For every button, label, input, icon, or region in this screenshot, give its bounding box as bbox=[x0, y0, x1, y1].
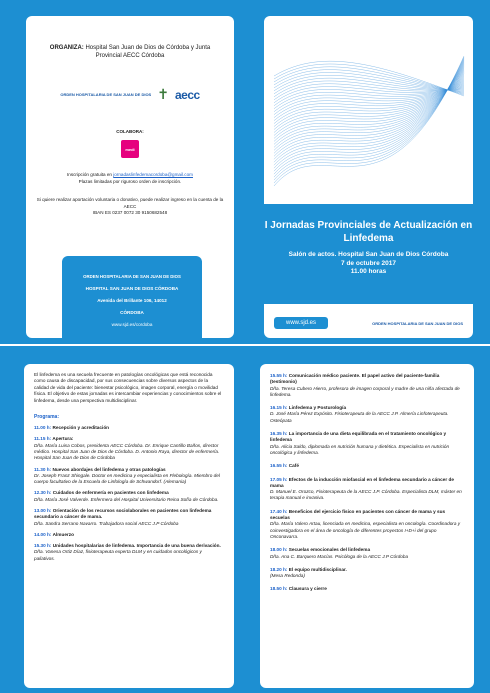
program-topic: Clausura y cierre bbox=[288, 586, 327, 592]
program-topic: El equipo multidisciplinar. bbox=[288, 566, 347, 572]
program-topic: Efectos de la inducción miofascial en el linfedema secundario a cáncer de mama bbox=[270, 476, 454, 488]
program-item bbox=[34, 532, 224, 538]
program-time: 14.00 h: bbox=[34, 531, 53, 537]
program-panel bbox=[260, 364, 474, 688]
inscription-email-link[interactable]: jornadaslinfedemacordoba@gmail.com bbox=[113, 172, 193, 177]
intro-panel bbox=[24, 364, 234, 688]
program-speakers: Dña. María Valero Artau, licenciada en medicina, especialista en oncología. Coordinadora y coinvestigadora en el área de oncología de diferentes proyectos I+D+i del grupo Onconavarra. bbox=[270, 521, 461, 539]
inscription-info bbox=[26, 172, 234, 185]
program-topic: Unidades hospitalarias de linfedema. Importancia de una buena derivación. bbox=[52, 543, 221, 549]
donation-info bbox=[26, 197, 234, 217]
program-speakers: D. José María Pérez Expósito. Fisioterapeuta de la AECC J.P. Almería Linfoterapeuta. Osteópata bbox=[270, 411, 449, 423]
logos-row bbox=[26, 86, 234, 103]
intro-paragraph: El linfedema es una secuela frecuente en patologías oncológicas que está reconocida como causa de discapacidad, por sus consecuencias sobre diversos aspectos de la calidad de vida del paciente: bienestar psicológico, imagen corporal, energía o movilidad física. El objetivo de estas jornadas es intercambiar experiencias y conocimientos sobre el linfedema, desde una perspectiva multidisciplinar. bbox=[34, 372, 222, 403]
program-item bbox=[270, 509, 464, 540]
program-item bbox=[34, 508, 224, 527]
program-item bbox=[34, 425, 224, 431]
address-order: ORDEN HOSPITALARIA DE SAN JUAN DE DIOS bbox=[83, 274, 181, 279]
aecc-logo: aecc bbox=[174, 87, 200, 102]
ojd-logo-text: ORDEN HOSPITALARIA DE SAN JUAN DE DIOS bbox=[60, 92, 152, 97]
program-item bbox=[270, 477, 464, 502]
program-time: 15.55 h: bbox=[270, 373, 289, 378]
program-speakers: (Mesa Redonda) bbox=[270, 573, 305, 579]
address-hospital: HOSPITAL SAN JUAN DE DIOS CÓRDOBA bbox=[85, 286, 179, 291]
program-topic: Café bbox=[288, 463, 299, 469]
cover-logo bbox=[372, 321, 463, 326]
cover-panel bbox=[264, 16, 473, 338]
program-speakers: D. Manuel E. Orozco, Fisioterapeuta de la AECC J.P. Córdoba. Especialista DLM, máster en terapia manual e invasiva. bbox=[270, 489, 462, 501]
places-note: Plazas limitadas por riguroso orden de inscripción. bbox=[78, 178, 182, 184]
program-time: 16.35 h: bbox=[270, 431, 289, 437]
program-item bbox=[34, 490, 224, 503]
program-topic: Orientación de los recursos sociolaborales en pacientes con linfedema secundario a cáncer de mama. bbox=[34, 508, 212, 520]
program-list-right bbox=[260, 373, 474, 593]
program-item bbox=[270, 431, 464, 456]
cover-banner bbox=[264, 204, 473, 304]
program-time: 13.00 h: bbox=[34, 508, 53, 513]
colabora-label: COLABORA: bbox=[116, 129, 144, 134]
program-topic: Beneficios del ejercicio físico en pacientes con cáncer de mama y sus secuelas bbox=[270, 508, 446, 521]
program-speakers: Dña. Vanesa Ortiz Díaz, fisioterapeuta experta DLM y en cuidados oncológicos y paliativos. bbox=[34, 549, 202, 561]
address-city: CÓRDOBA bbox=[120, 310, 144, 315]
organizer-label: ORGANIZA: bbox=[49, 45, 84, 51]
program-item bbox=[270, 567, 464, 580]
cover-venue: Salón de actos. Hospital San Juan de Dios Córdoba bbox=[288, 251, 449, 258]
address-box bbox=[62, 256, 202, 338]
cover-time: 11.00 horas bbox=[350, 268, 387, 275]
iban-text: IBAN ES 0237 0072 30 9150682548 bbox=[92, 210, 168, 215]
program-time: 17.40 h: bbox=[270, 508, 289, 514]
program-topic: La importancia de una dieta equilibrada en el tratamiento oncológico y linfedema bbox=[270, 431, 447, 443]
program-time: 16.15 h: bbox=[270, 405, 289, 411]
program-item bbox=[270, 405, 464, 424]
program-topic: Linfedema y Posturología bbox=[288, 405, 347, 411]
program-time: 18.00 h: bbox=[270, 547, 289, 553]
program-topic: Almuerzo bbox=[52, 531, 74, 537]
program-title: Programa: bbox=[34, 414, 60, 421]
cross-icon: ✝ bbox=[157, 86, 169, 102]
program-speakers: Dña. Teresa Cubero Hierro, profesora de imagen corporal y madre de una niña afectada de linfedema. bbox=[270, 385, 460, 397]
program-item bbox=[270, 547, 464, 560]
program-topic: Comunicación médico paciente. El papel activo del paciente-familia (testimonio) bbox=[270, 373, 440, 385]
program-item bbox=[270, 373, 464, 398]
program-speakers: Dña. Alicia Saldo, diplomada en nutrición humana y dietética. Especialista en nutrición oncológica y linfedema. bbox=[270, 443, 450, 455]
organizer-panel bbox=[26, 16, 234, 338]
address-street: Avenida del Brillante 106, 14012 bbox=[97, 298, 167, 303]
cover-logo-text: ORDEN HOSPITALARIA DE SAN JUAN DE DIOS bbox=[372, 320, 463, 326]
program-time: 16.55 h: bbox=[270, 463, 289, 469]
cover-date: 7 de octubre 2017 bbox=[341, 259, 396, 267]
program-topic: Apertura: bbox=[52, 436, 74, 442]
wave-line bbox=[274, 81, 464, 97]
wave-line bbox=[274, 59, 464, 177]
wave-line bbox=[274, 65, 464, 163]
program-speakers: Dña. María José Valverde. Enfermera del Hospital Universitario Reina Sofía de Córdoba. bbox=[34, 496, 219, 502]
program-time: 15.30 h: bbox=[34, 543, 53, 549]
program-topic: Cuidados de enfermería en pacientes con linfedema bbox=[52, 490, 169, 496]
program-time: 11.30 h: bbox=[34, 466, 53, 472]
program-speakers: Dña. Sandra Serrano Navarro. Trabajadora social AECC J.P Córdoba bbox=[34, 520, 179, 526]
sponsor-logo: medi bbox=[121, 140, 139, 158]
cover-footer bbox=[264, 308, 473, 338]
wave-line bbox=[274, 75, 464, 91]
program-time: 17.05 h: bbox=[270, 476, 289, 482]
ojd-logo bbox=[60, 92, 151, 97]
program-speakers: Dr. Joseph Franz Shingale. Doctor en medicina y especialista en Flebología. Miembro del cuerpo facultativo de la Escuela de Linfología de Schwandorf. (Alemania) bbox=[34, 472, 220, 485]
inscription-prefix: Inscripción gratuita en bbox=[67, 172, 112, 177]
program-time: 18.20 h: bbox=[270, 566, 289, 572]
program-topic: Nuevos abordajes del linfedema y otras patologías bbox=[52, 466, 166, 472]
program-topic: Secuelas emocionales del linfedema bbox=[288, 547, 371, 553]
program-item bbox=[270, 586, 464, 592]
program-speakers: Dña. María Luisa Cobos, presidenta AECC Córdoba. Dr. Enrique Cantillo Baños, director médico. Hospital San Juan de Dios de Córdoba. D. Antonio Raya, director de enfermería. Hospital San Juan de Dios de Córdoba bbox=[34, 442, 220, 461]
cover-web-link[interactable]: www.sjd.es bbox=[274, 317, 328, 329]
program-item bbox=[34, 467, 224, 486]
program-speakers: Dña. Ana C. Barquero Macías. Psicóloga de la AECC J.P Córdoba bbox=[270, 553, 409, 559]
program-item bbox=[270, 463, 464, 469]
program-list-left bbox=[24, 425, 234, 562]
cover-title: I Jornadas Provinciales de Actualización en Linfedema bbox=[264, 220, 473, 244]
program-time: 12.30 h: bbox=[34, 490, 53, 496]
address-web-link[interactable]: www.sjd.es/cordoba bbox=[111, 322, 153, 327]
program-time: 18.50 h: bbox=[270, 586, 289, 592]
donation-text: Si quiere realizar aportación voluntaria o donativo, puede realizar ingreso en la cuenta de la AECC bbox=[36, 197, 224, 209]
organizer-text: Hospital San Juan de Dios de Córdoba y Junta Provincial AECC Córdoba bbox=[85, 45, 211, 59]
program-topic: Recepción y acreditación bbox=[52, 425, 110, 431]
wave-graphic bbox=[264, 16, 473, 196]
program-item bbox=[34, 543, 224, 562]
program-time: 11.15 h: bbox=[34, 436, 53, 442]
organizer-heading bbox=[38, 44, 222, 60]
program-item bbox=[34, 436, 224, 461]
program-time: 11.00 h: bbox=[34, 425, 53, 431]
